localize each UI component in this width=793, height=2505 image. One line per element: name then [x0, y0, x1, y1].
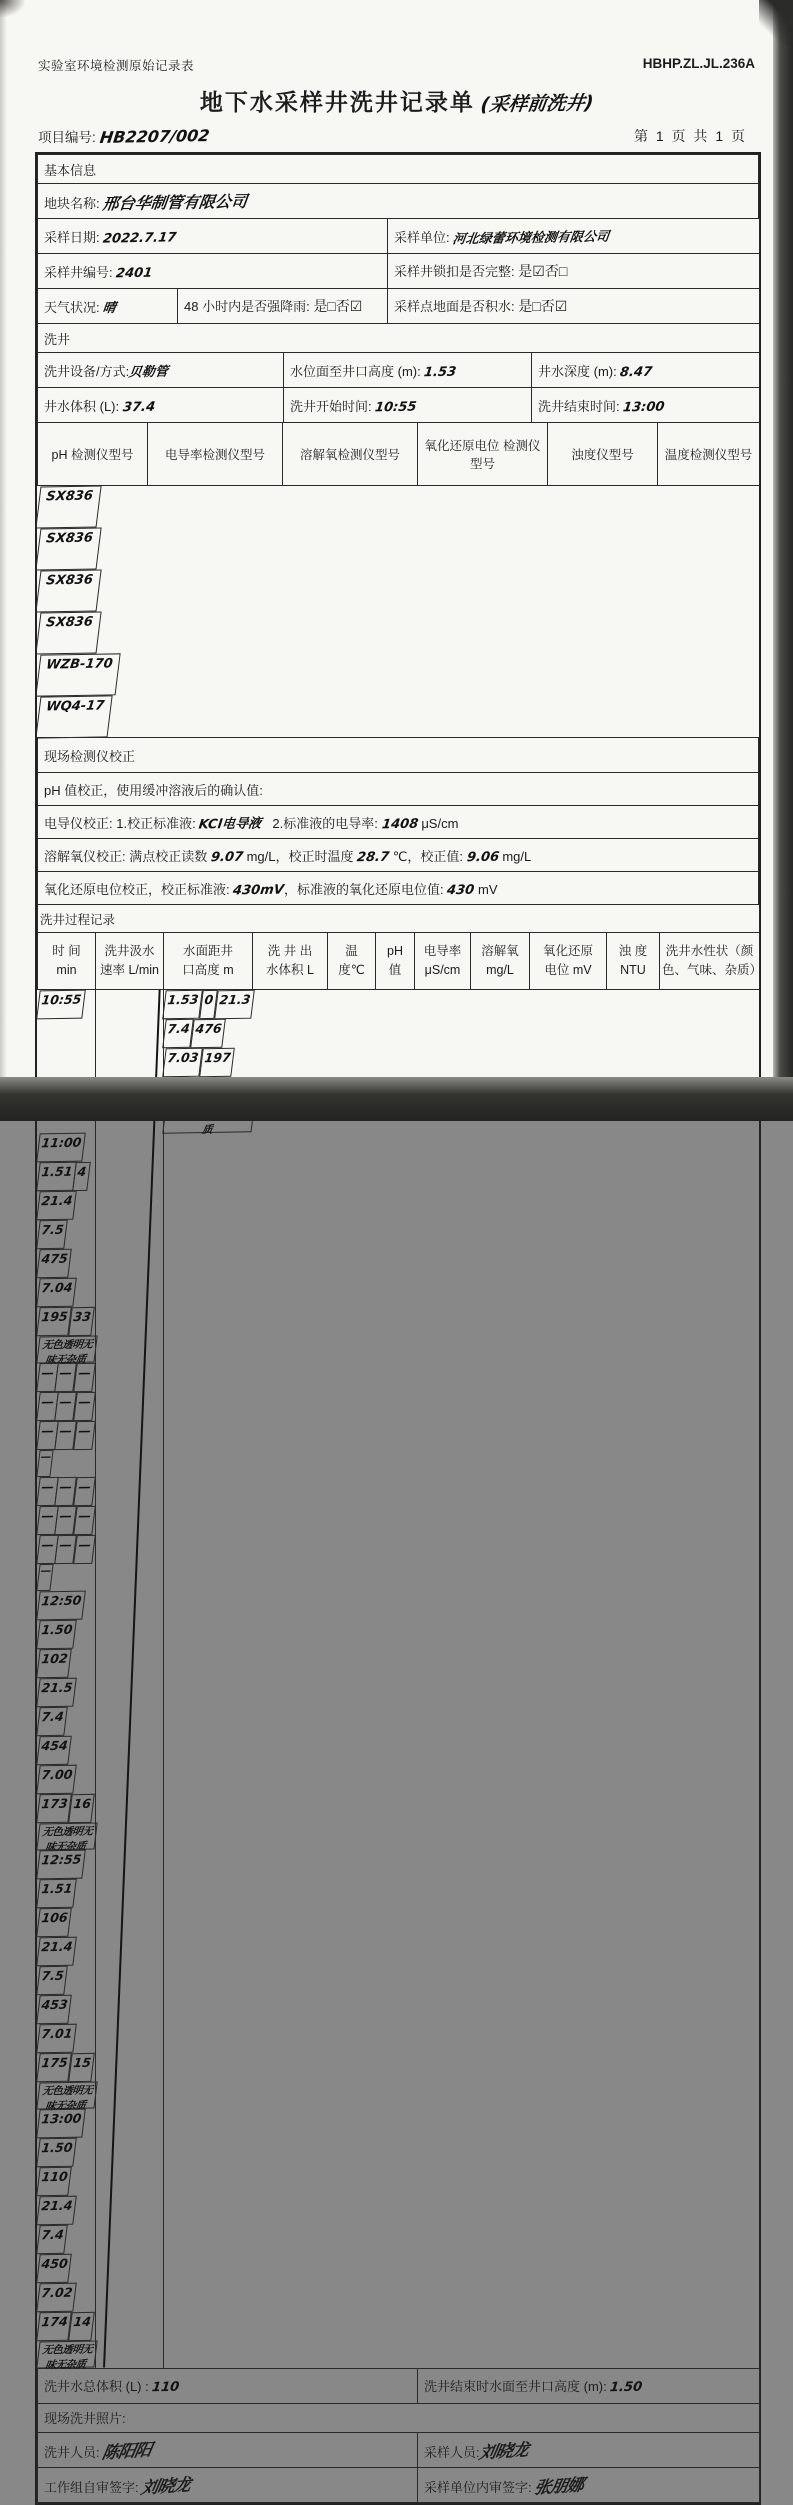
sample-org-value: 河北绿蕾环境检测有限公司	[451, 229, 611, 247]
measurement-cell: 110	[36, 2167, 72, 2197]
device-value: 贝勒管	[128, 364, 169, 380]
measurement-cell: 4	[73, 1162, 91, 1191]
ponding-yes-checkbox: 是□	[518, 298, 541, 314]
weather-value: 晴	[102, 300, 117, 316]
instrument-header: 温度检测仪型号	[658, 423, 760, 486]
measurement-cell: 21.3	[214, 990, 254, 1020]
measurement-cell: —	[36, 1392, 58, 1421]
appearance-cell: —	[36, 1450, 53, 1477]
measurement-cell: 7.01	[36, 2024, 76, 2054]
col-header-turbidity: 浊 度 NTU	[607, 933, 660, 990]
measurement-cell: —	[73, 1506, 95, 1535]
orp-value: 430	[446, 882, 476, 898]
lock-no-checkbox: 否□	[544, 263, 568, 279]
process-section-title: 洗井过程记录	[38, 905, 760, 933]
end-level-cell	[418, 2368, 760, 2403]
measurement-cell: —	[54, 1421, 76, 1450]
washer-sign-cell	[38, 2432, 418, 2467]
form-title: 地下水采样井洗井记录单	[199, 89, 475, 115]
measurement-cell: 21.4	[36, 2196, 76, 2226]
scan-corner-shadow	[759, 0, 793, 46]
measurement-cell: 15	[68, 2053, 95, 2082]
do-calibration-row	[38, 839, 759, 872]
doc-type-label: 实验室环境检测原始记录表	[38, 59, 195, 73]
measurement-cell: 16	[68, 1794, 95, 1823]
instrument-model: WQ4-17	[35, 695, 112, 738]
measurement-cell: 7.02	[36, 2283, 76, 2313]
start-time-value: 10:55	[374, 399, 418, 415]
internal-review-signature: 张朋娜	[532, 2475, 585, 2499]
form-body	[35, 152, 761, 2505]
sample-date-value: 2022.7.17	[102, 229, 178, 247]
measurement-cell: 195	[36, 1307, 72, 1337]
well-no-cell	[38, 254, 388, 289]
do-temp-value: 28.7	[356, 849, 391, 865]
project-row	[38, 126, 747, 146]
measurement-cell: 450	[36, 2254, 72, 2284]
scan-right-edge	[773, 0, 793, 1121]
measurement-cell: 21.5	[36, 1678, 76, 1708]
col-header-out-volume: 洗 井 出 水体积 L	[253, 933, 328, 990]
sample-date-cell	[38, 219, 388, 254]
scan-bottom-edge	[0, 1077, 793, 1121]
end-level-label: 洗井结束时水面至井口高度 (m):	[424, 2379, 607, 2394]
measurement-cell: —	[36, 1506, 58, 1535]
col-header-orp: 氧化还原 电位 mV	[530, 933, 607, 990]
measurement-cell: 7.4	[162, 1019, 194, 1048]
rain-question-cell	[178, 289, 388, 324]
measurement-cell: 7.03	[162, 1048, 202, 1078]
do-unit: mg/L	[502, 848, 532, 864]
measurement-cell: 21.4	[36, 1937, 76, 1967]
washer-signature: 陈阳阳	[100, 2440, 153, 2464]
measurement-cell: 21.4	[36, 1191, 76, 1221]
cond-value: 1408	[380, 816, 419, 832]
measurement-cell: 106	[36, 1908, 72, 1938]
well-depth-value: 8.47	[619, 364, 654, 380]
self-review-cell	[38, 2467, 418, 2502]
measurement-cell: —	[54, 1363, 76, 1392]
site-name-label: 地块名称:	[44, 195, 100, 211]
calibration-section-title: 现场检测仪校正	[38, 738, 759, 773]
sampler-sign-cell	[418, 2432, 760, 2467]
project-number	[38, 126, 209, 146]
instrument-model: SX836	[35, 527, 101, 570]
water-level-value: 1.53	[423, 364, 458, 380]
measurement-cell: 175	[36, 2053, 72, 2083]
form-code: HBHP.ZL.JL.236A	[642, 56, 755, 71]
well-volume-label: 井水体积 (L):	[44, 398, 120, 414]
totals-row	[37, 2368, 760, 2404]
measurement-cell: 7.5	[36, 1966, 68, 1995]
measurement-cell: —	[36, 1421, 58, 1450]
measurement-cell: —	[54, 1535, 76, 1564]
pump-rate-slash-cell	[96, 990, 164, 2369]
do-cal-label3: ℃，校正值:	[392, 848, 464, 864]
calibration-section	[37, 737, 759, 905]
appearance-cell: 无色透明无味无杂质	[36, 1823, 97, 1851]
project-number-value: HB2207/002	[98, 126, 211, 147]
ponding-question-cell	[388, 289, 760, 324]
scan-corner-mark	[0, 0, 26, 18]
measurement-cell: —	[54, 1477, 76, 1506]
time-cell: 10:55	[36, 990, 85, 1020]
col-header-dissolved-oxygen: 溶解氧 mg/L	[471, 933, 530, 990]
measurement-cell: 7.4	[36, 2225, 68, 2254]
appearance-cell: 无色透明无味无杂质	[36, 2082, 97, 2110]
basic-info-section	[37, 154, 759, 219]
time-cell: 12:50	[36, 1591, 85, 1621]
total-volume-label: 洗井水总体积 (L) :	[44, 2379, 149, 2394]
lock-question-cell	[388, 254, 760, 289]
instrument-model: SX836	[35, 485, 101, 528]
sampler-label: 采样人员:	[424, 2445, 480, 2460]
sample-org-cell	[388, 219, 760, 254]
scan-left-edge	[0, 0, 7, 1121]
ph-calibration-row: pH 值校正，使用缓冲溶液后的确认值:	[38, 773, 759, 806]
instrument-model: SX836	[35, 611, 101, 654]
footer-section	[37, 2403, 760, 2503]
basic-info-grid	[37, 218, 760, 324]
internal-review-cell	[418, 2467, 760, 2502]
measurement-cell: —	[73, 1477, 95, 1506]
measurement-cell: 1.50	[36, 2138, 76, 2168]
instrument-header: 氧化还原电位 检测仪型号	[418, 423, 548, 486]
measurement-cell: —	[73, 1421, 95, 1450]
well-no-label: 采样井编号:	[44, 264, 113, 280]
measurement-cell: 14	[68, 2312, 95, 2341]
measurement-cell: 7.00	[36, 1765, 76, 1795]
rain-question-label: 48 小时内是否强降雨:	[184, 299, 310, 314]
measurement-cell: 476	[190, 1019, 226, 1049]
measurement-cell: 7.5	[36, 1220, 68, 1249]
measurement-cell: 1.50	[36, 1620, 76, 1650]
end-time-label: 洗井结束时间:	[538, 398, 620, 414]
rain-no-checkbox: 否☑	[335, 298, 363, 314]
page-info: 第 1 页 共 1 页	[633, 128, 747, 144]
well-volume-value: 37.4	[121, 399, 156, 415]
col-header-water-level: 水面距井 口高度 m	[164, 933, 253, 990]
do-cal-label2: mg/L，校正时温度	[246, 848, 354, 864]
ponding-question-label: 采样点地面是否积水:	[394, 299, 515, 314]
measurement-cell: —	[36, 1535, 58, 1564]
lock-question-label: 采样井锁扣是否完整:	[394, 264, 515, 279]
col-header-pump-rate: 洗井汲水 速率 L/min	[96, 933, 164, 990]
instrument-header: 溶解氧检测仪型号	[283, 423, 418, 486]
time-cell: 13:00	[36, 2109, 85, 2139]
site-name-value: 邢台华制管有限公司	[101, 191, 249, 213]
process-rows	[38, 990, 760, 2372]
measurement-cell: 102	[36, 1649, 72, 1679]
photo-row: 现场洗井照片:	[38, 2403, 760, 2432]
orp-std-value: 430mV	[232, 882, 285, 898]
col-header-appearance: 洗井水性状（颜 色、气味、杂质）	[660, 933, 760, 990]
project-number-label: 项目编号:	[38, 130, 96, 145]
measurement-cell: —	[54, 1506, 76, 1535]
cond-cal-label2: 2.标准液的电导率:	[272, 815, 378, 831]
measurement-cell: 1.53	[162, 990, 202, 1020]
ponding-no-checkbox: 否☑	[540, 298, 568, 314]
total-volume-value: 110	[151, 2379, 181, 2396]
measurement-cell: 174	[36, 2312, 72, 2342]
handwritten-title-note: (采样前洗井)	[479, 92, 595, 116]
orp-cal-label1: 氧化还原电位校正，校正标准液:	[44, 881, 230, 897]
do-cal-label1: 溶解氧仪校正: 满点校正读数	[44, 848, 208, 864]
orp-cal-label2: ，标准液的氧化还原电位值:	[284, 881, 444, 897]
title-row	[0, 84, 793, 117]
measurement-cell: 454	[36, 1736, 72, 1766]
device-label: 洗井设备/方式:	[44, 363, 130, 379]
measurement-cell: —	[54, 1392, 76, 1421]
washing-section-title: 洗井	[38, 324, 760, 353]
water-level-label: 水位面至井口高度 (m):	[290, 363, 421, 379]
weather-cell	[38, 289, 178, 324]
instrument-table	[37, 422, 760, 738]
do-cal-value: 9.06	[465, 849, 500, 865]
site-name-row	[38, 184, 759, 219]
measurement-cell: 33	[68, 1307, 95, 1336]
instrument-model: SX836	[35, 569, 101, 612]
sample-org-label: 采样单位:	[394, 229, 450, 245]
measurement-cell: 1.51	[36, 1162, 76, 1192]
device-cell	[38, 353, 284, 388]
start-time-label: 洗井开始时间:	[290, 398, 372, 414]
well-volume-cell	[38, 388, 284, 423]
internal-review-label: 采样单位内审签字:	[424, 2480, 532, 2495]
total-volume-cell	[38, 2368, 418, 2403]
end-level-value: 1.50	[609, 2379, 644, 2396]
basic-section-title: 基本信息	[38, 155, 759, 184]
appearance-cell: 无色透明无味无杂质	[36, 2341, 97, 2369]
water-level-cell	[284, 353, 532, 388]
appearance-cell: —	[36, 1564, 53, 1591]
time-cell: 11:00	[36, 1133, 85, 1163]
instrument-header: 电导率检测仪型号	[148, 423, 283, 486]
col-header-conductivity: 电导率 μS/cm	[415, 933, 471, 990]
time-cell: —	[36, 1363, 58, 1392]
instrument-header: pH 检测仪型号	[38, 423, 148, 486]
cond-cal-label1: 电导仪校正: 1.校正标准液:	[44, 815, 196, 831]
washing-section	[37, 323, 760, 423]
appearance-cell: 无色透明无味无杂质	[162, 1105, 254, 1134]
orp-calibration-row	[38, 872, 759, 905]
do-reading-value: 9.07	[209, 849, 244, 865]
orp-unit: mV	[478, 881, 498, 897]
well-depth-label: 井水深度 (m):	[538, 363, 617, 379]
weather-label: 天气状况:	[44, 299, 100, 315]
measurement-cell: —	[73, 1535, 95, 1564]
measurement-cell: 453	[36, 1995, 72, 2025]
sample-date-label: 采样日期:	[44, 229, 100, 245]
time-cell: 12:55	[36, 1850, 85, 1880]
col-header-ph: pH 值	[376, 933, 415, 990]
sampler-signature: 刘晓龙	[477, 2440, 530, 2464]
measurement-cell: 7.4	[36, 1707, 68, 1736]
measurement-cell: —	[73, 1363, 95, 1392]
instrument-header: 浊度仪型号	[548, 423, 658, 486]
instrument-model: WZB-170	[35, 653, 121, 696]
cond-std-value: KCl电导液	[198, 815, 263, 833]
start-time-cell	[284, 388, 532, 423]
conductivity-calibration-row	[38, 806, 759, 839]
form-header-line	[38, 56, 755, 74]
lock-yes-checkbox: 是☑	[518, 263, 545, 279]
col-header-temperature: 温 度℃	[328, 933, 376, 990]
well-no-value: 2401	[115, 265, 154, 281]
measurement-cell: 173	[36, 1794, 72, 1824]
measurement-cell: 1.51	[36, 1879, 76, 1909]
self-review-signature: 刘晓龙	[139, 2475, 192, 2499]
washer-label: 洗井人员:	[44, 2445, 100, 2460]
measurement-cell: 0	[199, 990, 217, 1019]
end-time-cell	[532, 388, 760, 423]
time-cell: —	[36, 1477, 58, 1506]
process-record-table	[37, 904, 763, 2372]
appearance-cell: 无色透明无味无杂质	[36, 1336, 97, 1364]
measurement-cell: —	[73, 1392, 95, 1421]
measurement-cell: 7.04	[36, 1278, 76, 1308]
col-header-time: 时 间 min	[38, 933, 96, 990]
self-review-label: 工作组自审签字:	[44, 2480, 139, 2495]
measurement-cell: 197	[199, 1048, 235, 1078]
cond-unit: μS/cm	[421, 815, 459, 831]
end-time-value: 13:00	[622, 399, 666, 415]
measurement-cell: 475	[36, 1249, 72, 1279]
well-depth-cell	[532, 353, 760, 388]
rain-yes-checkbox: 是□	[313, 298, 336, 314]
